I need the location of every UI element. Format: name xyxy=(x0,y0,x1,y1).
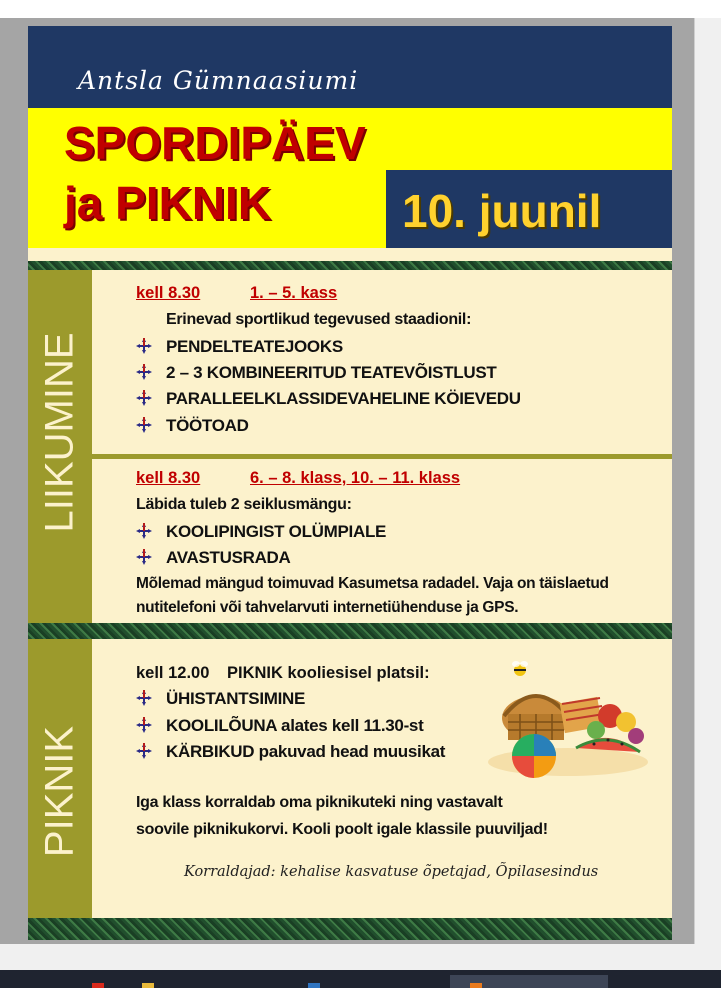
grass-divider-top xyxy=(28,261,672,270)
arrow-cross-bullet-icon xyxy=(136,523,152,539)
picnic-note-line-1: Iga klass korraldab oma piknikuteki ning vastavalt xyxy=(136,794,503,811)
event-date: 10. juunil xyxy=(402,185,602,237)
arrow-cross-bullet-icon xyxy=(136,717,152,733)
picnic-item: KÄRBIKUD pakuvad head muusikat xyxy=(166,742,446,761)
block2-note-line-2: nutitelefoni või tahvelarvuti internetiühenduse ja GPS. xyxy=(136,599,519,616)
block2-note-line-1: Mõlemad mängud toimuvad Kasumetsa radadel. Vaja on täislaetud xyxy=(136,575,609,592)
block1-item: 2 – 3 KOMBINEERITUD TEATEVÕISTLUST xyxy=(166,363,497,382)
app-icon-folder[interactable] xyxy=(142,983,154,988)
grass-divider-middle xyxy=(28,623,672,639)
section-divider xyxy=(92,454,672,459)
arrow-cross-bullet-icon xyxy=(136,690,152,706)
picnic-place: PIKNIK kooliesisel platsil: xyxy=(227,664,430,682)
picnic-side-label: PIKNIK xyxy=(37,725,82,858)
app-icon-red[interactable] xyxy=(92,983,104,988)
window-top-strip xyxy=(0,0,721,18)
app-icon-orange[interactable] xyxy=(470,983,482,988)
block2-intro: Läbida tuleb 2 seiklusmängu: xyxy=(136,496,352,513)
poster-page xyxy=(28,26,672,940)
block2-time: kell 8.30 xyxy=(136,469,201,487)
organizers-credits: Korraldajad: kehalise kasvatuse õpetajad, Õpilasesindus xyxy=(184,864,599,880)
arrow-cross-bullet-icon xyxy=(136,417,152,433)
picnic-item: KOOLILÕUNA alates kell 11.30-st xyxy=(166,716,424,735)
picnic-item: ÜHISTANTSIMINE xyxy=(166,689,306,708)
arrow-cross-bullet-icon xyxy=(136,743,152,759)
picnic-note-line-2: soovile piknikukorvi. Kooli poolt igale klassile puuviljad! xyxy=(136,821,548,838)
block1-item: PENDELTEATEJOOKS xyxy=(166,337,343,356)
bottom-status-pane xyxy=(0,944,721,970)
taskbar xyxy=(0,970,721,988)
app-icon-blue[interactable] xyxy=(308,983,320,988)
arrow-cross-bullet-icon xyxy=(136,364,152,380)
right-side-pane xyxy=(694,18,721,944)
grass-divider-bottom xyxy=(28,918,672,940)
arrow-cross-bullet-icon xyxy=(136,390,152,406)
movement-side-label: LIIKUMINE xyxy=(37,332,82,533)
block1-item: PARALLEELKLASSIDEVAHELINE KÖIEVEDU xyxy=(166,389,521,408)
block1-time: kell 8.30 xyxy=(136,284,201,302)
picnic-basket-illustration xyxy=(476,656,652,782)
block1-intro: Erinevad sportlikud tegevused staadionil: xyxy=(166,311,472,328)
block2-group: 6. – 8. klass, 10. – 11. klass xyxy=(250,469,461,487)
title-yellow-band-top-right xyxy=(386,108,672,170)
arrow-cross-bullet-icon xyxy=(136,549,152,565)
block2-item: KOOLIPINGIST OLÜMPIALE xyxy=(166,522,387,541)
block2-item: AVASTUSRADA xyxy=(166,548,291,567)
school-name: Antsla Gümnaasiumi xyxy=(78,66,359,95)
title-line-2: ja PIKNIK xyxy=(64,177,272,229)
block1-group: 1. – 5. kass xyxy=(250,284,338,302)
block1-item: TÖÖTOAD xyxy=(166,416,249,435)
title-line-1: SPORDIPÄEV xyxy=(64,117,366,169)
arrow-cross-bullet-icon xyxy=(136,338,152,354)
picnic-time: kell 12.00 xyxy=(136,664,210,682)
